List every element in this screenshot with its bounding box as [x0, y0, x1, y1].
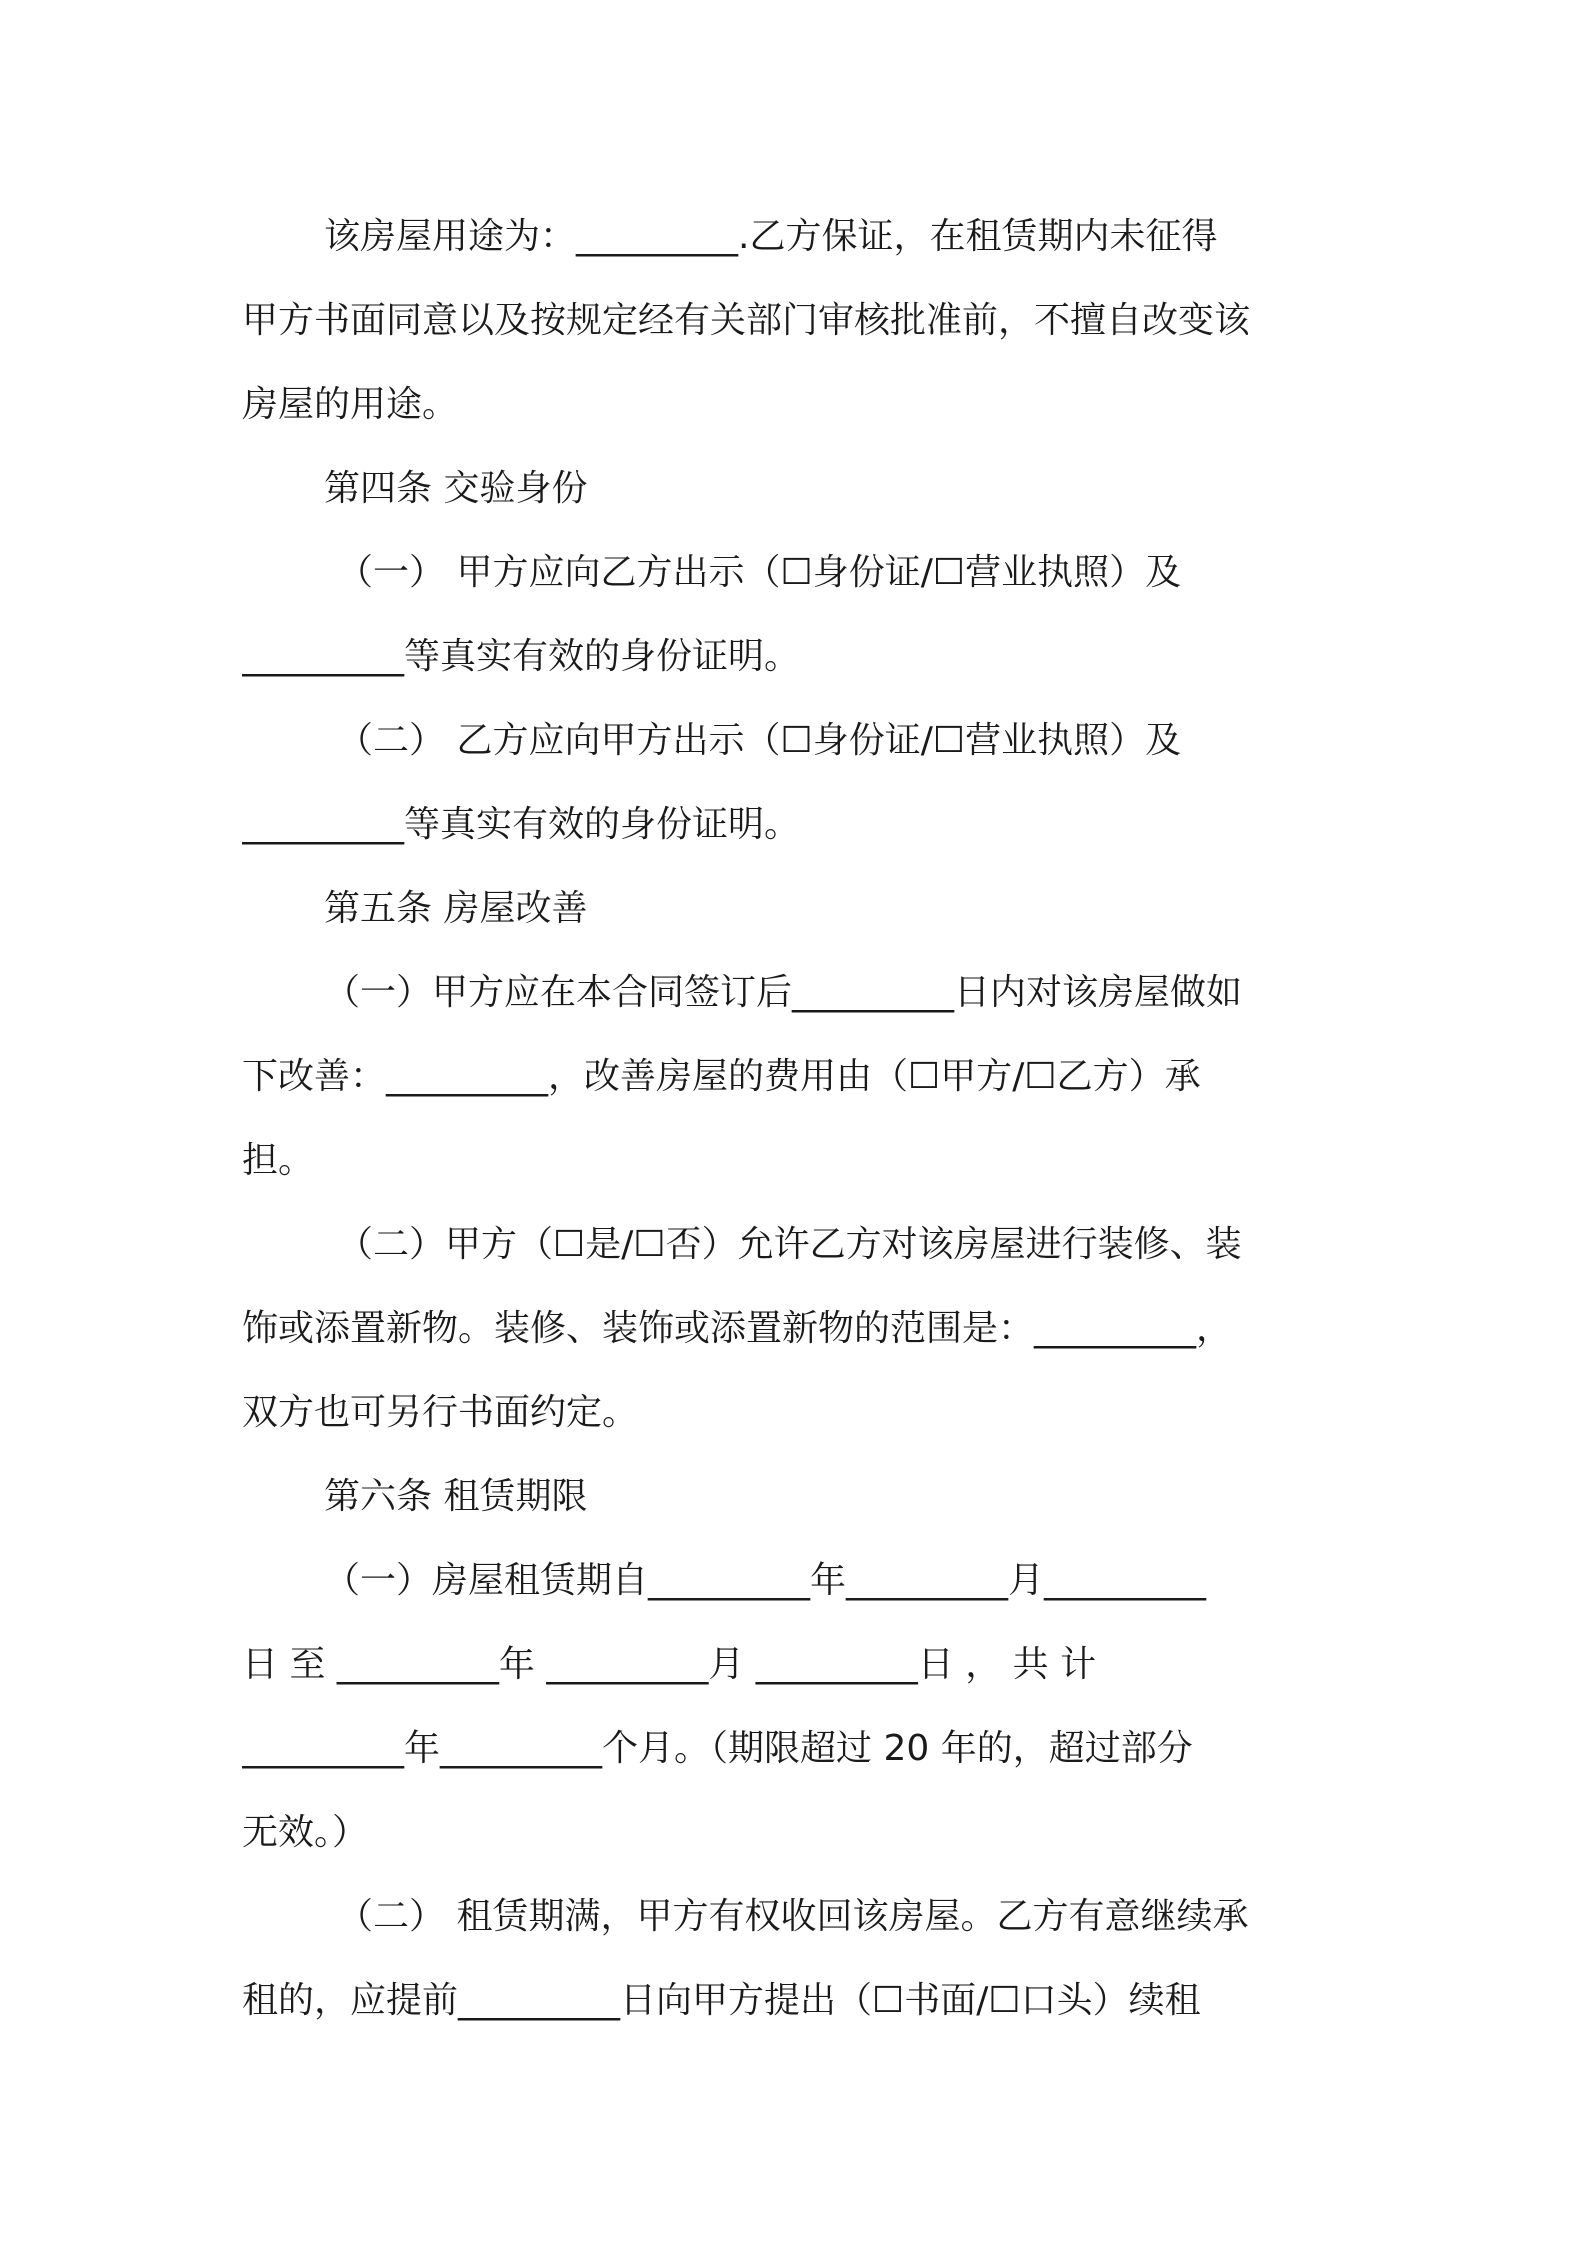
- article-4-item-1-cont: _________等真实有效的身份证明。: [242, 636, 801, 677]
- clause-line-3: 房屋的用途。: [242, 384, 459, 425]
- article-4-item-2: （二） 乙方应向甲方出示（☐身份证/☐营业执照）及: [337, 720, 1182, 761]
- article-4-item-1: （一） 甲方应向乙方出示（☐身份证/☐营业执照）及: [337, 552, 1182, 593]
- article-5-item-1: （一）甲方应在本合同签订后_________日内对该房屋做如: [324, 972, 1243, 1013]
- article-6-item-1-end: 无效。）: [242, 1812, 369, 1853]
- article-5-item-1-cont: 下改善：_________，改善房屋的费用由（☐甲方/☐乙方）承: [242, 1056, 1201, 1097]
- article-5-item-2: （二）甲方（☐是/☐否）允许乙方对该房屋进行装修、装: [337, 1224, 1242, 1265]
- article-6-heading: 第六条 租赁期限: [324, 1476, 588, 1517]
- contract-page: [242, 195, 1357, 2043]
- article-5-heading: 第五条 房屋改善: [324, 888, 588, 929]
- article-5-item-2-cont: 饰或添置新物。装修、装饰或添置新物的范围是：_________，: [242, 1308, 1233, 1349]
- article-4-item-2-cont: _________等真实有效的身份证明。: [242, 804, 801, 845]
- clause-line-1: 该房屋用途为：_________.乙方保证，在租赁期内未征得: [324, 216, 1218, 257]
- article-5-item-2-end: 双方也可另行书面约定。: [242, 1392, 639, 1433]
- article-6-item-1-cont: 日 至 _________年 _________月 _________日 ， 共 计: [242, 1644, 1097, 1685]
- article-4-heading: 第四条 交验身份: [324, 468, 588, 509]
- article-6-item-2: （二） 租赁期满，甲方有权收回该房屋。乙方有意继续承: [337, 1896, 1249, 1937]
- clause-line-2: 甲方书面同意以及按规定经有关部门审核批准前，不擅自改变该: [242, 300, 1251, 341]
- article-6-item-1-cont2: _________年_________个月。（期限超过 20 年的，超过部分: [242, 1728, 1193, 1769]
- article-5-item-1-end: 担。: [242, 1140, 315, 1181]
- article-6-item-1: （一）房屋租赁期自_________年_________月_________: [324, 1560, 1207, 1601]
- article-6-item-2-cont: 租的，应提前_________日向甲方提出（☐书面/☐口头）续租: [242, 1980, 1201, 2021]
